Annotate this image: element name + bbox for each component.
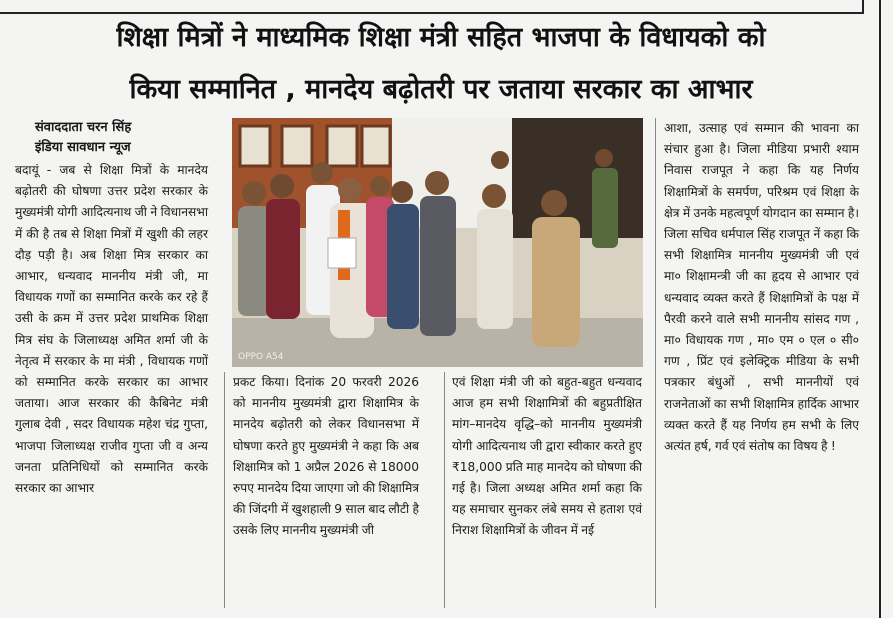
byline-reporter: संवाददाता चरन सिंह: [35, 120, 132, 135]
article-column-3: एवं शिक्षा मंत्री जी को बहुत-बहुत धन्यवाद आज हम सभी शिक्षामित्रों की बहुप्रतीक्षित मांग–मानदेय वृद्धि–को माननीय मुख्यमंत्री योगी आदित्यनाथ जी द्वारा स्वीकार करते हुए ₹18,000 प्रति माह मानदेय को घोषणा की गई है। जिला अध्यक्ष अमित शर्मा कहा कि यह समाचार सुनकर लंबे समय से हताश एवं निराश शिक्षामित्रों के जीवन में नई: [452, 375, 642, 538]
column-divider-3: [655, 118, 656, 608]
top-rule: [0, 0, 864, 14]
article-column-2: प्रकट किया। दिनांक 20 फरवरी 2026 को माननीय मुख्यमंत्री द्वारा शिक्षामित्र के मानदेय बढ़ोतरी को लेकर विधानसभा में घोषणा करते हुए मुख्यमंत्री ने कहा कि अब शिक्षामित्र को 1 अप्रैल 2026 से 18000 रुपए मानदेय दिया जाएगा जो की शिक्षामित्र की जिंदगी में खुशहाली 9 साल बाद लौटी है उसके लिए माननीय मुख्यमंत्री जी: [233, 375, 419, 538]
headline-line-2: किया सम्मानित , मानदेय बढ़ोतरी पर जताया सरकार का आभार: [129, 74, 753, 105]
byline-outlet: इंडिया सावधान न्यूज: [35, 140, 131, 155]
news-photo: [232, 118, 643, 367]
article-column-4: आशा, उत्साह एवं सम्मान की भावना का संचार हुआ है। जिला मीडिया प्रभारी श्याम निवास राजपूत ने कहा कि यह निर्णय शिक्षामित्रों के समर्पण, परिश्रम एवं शिक्षा के क्षेत्र में उनके महत्वपूर्ण योगदान का सम्मान है। जिला सचिव धर्मपाल सिंह राजपूत नें कहा कि सभी शिक्षामित्र माननीय मुख्यमंत्री जी एवं मा० शिक्षामन्त्री जी का हृदय से आभार एवं धन्यवाद व्यक्त करते हैं शिक्षामित्रों के पक्ष में पैरवी करने वाले सभी माननीय सांसद गण , मा० विधायक गण , मा० एम ० एल ० सी० गण , प्रिंट एवं इलेक्ट्रिक मीडिया के सभी पत्रकार बंधुओं , सभी माननीयों एवं राजनेताओं का सभी शिक्षामित्र हार्दिक आभार व्यक्त करते हैं यह निर्णय हम सभी के लिए अत्यंत हर्ष, गर्व एवं संतोष का विषय है !: [664, 121, 859, 454]
camera-watermark: OPPO A54: [238, 352, 284, 362]
group-felicitation-photo: [232, 118, 643, 367]
headline-line-1: शिक्षा मित्रों ने माध्यमिक शिक्षा मंत्री सहित भाजपा के विधायको को: [116, 22, 766, 53]
right-rule: [879, 0, 881, 618]
column-divider-1: [224, 372, 225, 608]
column-divider-2: [444, 372, 445, 608]
article-column-1: बदायूं - जब से शिक्षा मित्रों के मानदेय बढ़ोतरी की घोषणा उत्तर प्रदेश सरकार के मुख्यमंत्री योगी आदित्यनाथ जी ने विधानसभा में की है तब से शिक्षा मित्रों में खुशी की लहर दौड़ पड़ी है। अब शिक्षा मित्र सरकार का आभार, धन्यवाद माननीय मंत्री जी, मा विधायक गणों का सम्मानित करके कर रहे हैं उसी के क्रम में उत्तर प्रदेश प्राथमिक शिक्षा मित्र संघ के जिलाध्यक्ष अमित शर्मा जी के नेतृत्व में सरकार के मा मंत्री , विधायक गणों को सम्मानित करके सरकार का आभार जताया। आज सरकार की कैबिनेट मंत्री गुलाब देवी , सदर विधायक महेश चंद्र गुप्ता, भाजपा जिलाध्यक्ष राजीव गुप्ता जी व अन्य जनता प्रतिनिधियों को सम्मानित करके सरकार का आभार: [15, 163, 208, 496]
